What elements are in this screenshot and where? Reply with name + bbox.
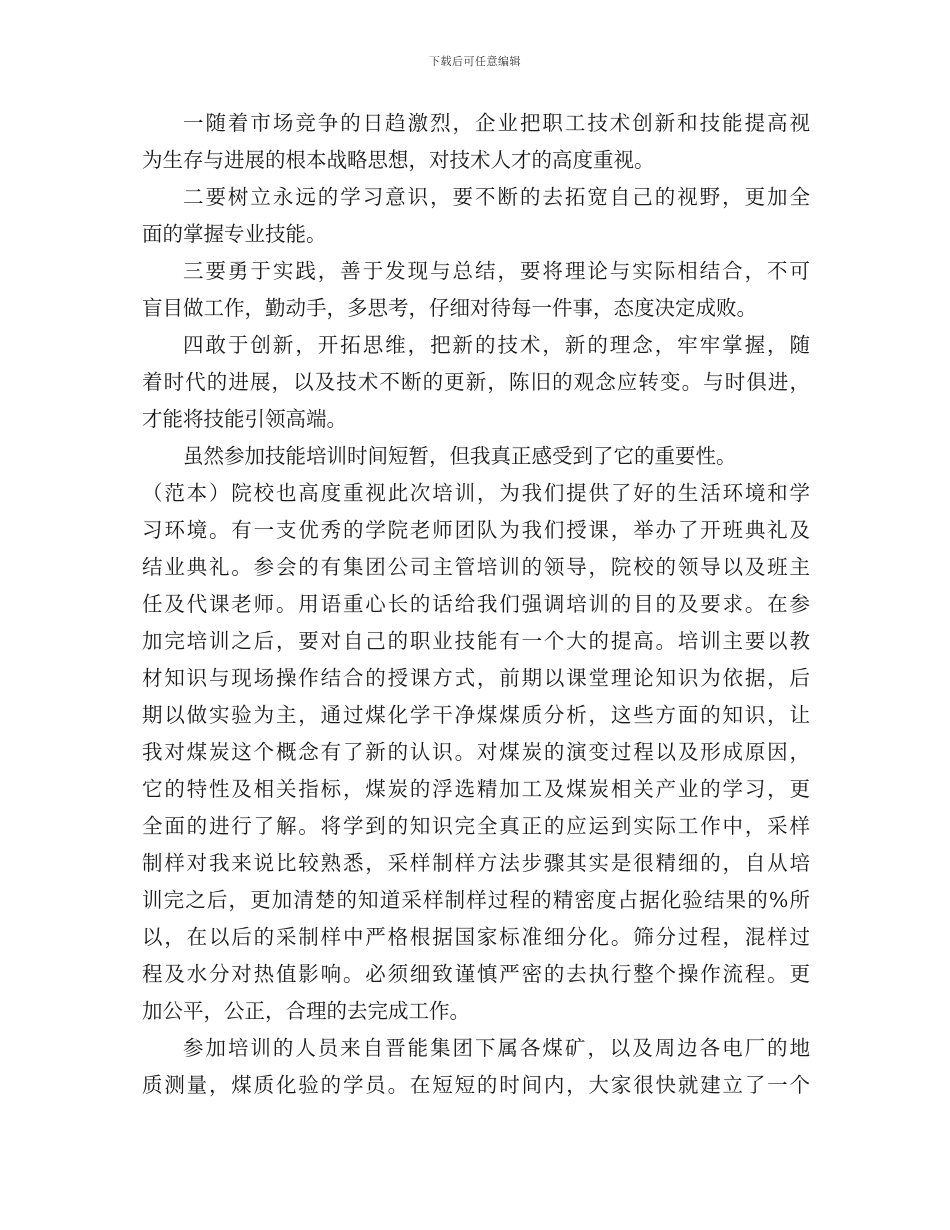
text-line: 虽然参加技能培训时间短暂，但我真正感受到了它的重要性。 [183,444,737,468]
text-line: 为生存与进展的根本战略思想，对技术人才的高度重视。 [142,148,655,172]
text-line: 加公平，公正，合理的去完成工作。 [142,999,470,1023]
text-line: 结业典礼。参会的有集团公司主管培训的领导，院校的领导以及班主 [142,555,810,579]
text-line: 全面的进行了解。将学到的知识完全真正的应运到实际工作中，采样 [142,814,810,838]
text-line: 参加培训的人员来自晋能集团下属各煤矿，以及周边各电厂的地 [183,1036,810,1060]
text-line: 面的掌握专业技能。 [142,222,327,246]
text-line: 任及代课老师。用语重心长的话给我们强调培训的目的及要求。在参 [142,592,810,616]
text-line: （范本）院校也高度重视此次培训，为我们提供了好的生活环境和学 [142,481,810,505]
text-line: 期以做实验为主，通过煤化学干净煤煤质分析，这些方面的知识，让 [142,703,810,727]
text-line: 一随着市场竞争的日趋激烈，企业把职工技术创新和技能提高视 [183,111,810,135]
text-line: 二要树立永远的学习意识，要不断的去拓宽自己的视野，更加全 [183,185,810,209]
text-line: 它的特性及相关指标，煤炭的浮选精加工及煤炭相关产业的学习，更 [142,777,810,801]
text-line: 训完之后，更加清楚的知道采样制样过程的精密度占据化验结果的%所 [142,888,810,912]
text-line: 着时代的进展，以及技术不断的更新，陈旧的观念应转变。与时俱进， [142,370,810,394]
page-header: 下载后可任意编辑 [429,55,521,68]
text-line: 习环境。有一支优秀的学院老师团队为我们授课，举办了开班典礼及 [142,518,810,542]
text-line: 以，在以后的采制样中严格根据国家标准细分化。筛分过程，混样过 [142,925,810,949]
text-line: 质测量，煤质化验的学员。在短短的时间内，大家很快就建立了一个 [142,1073,810,1097]
text-line: 加完培训之后，要对自己的职业技能有一个大的提高。培训主要以教 [142,629,810,653]
document-body [142,105,810,1104]
text-line: 盲目做工作，勤动手，多思考，仔细对待每一件事，态度决定成败。 [142,296,757,320]
text-line: 三要勇于实践，善于发现与总结，要将理论与实际相结合，不可 [183,259,810,283]
text-line: 我对煤炭这个概念有了新的认识。对煤炭的演变过程以及形成原因， [142,740,810,764]
text-line: 程及水分对热值影响。必须细致谨慎严密的去执行整个操作流程。更 [142,962,810,986]
text-line: 制样对我来说比较熟悉，采样制样方法步骤其实是很精细的，自从培 [142,851,810,875]
text-line: 才能将技能引领高端。 [142,407,347,431]
text-line: 四敢于创新，开拓思维，把新的技术，新的理念，牢牢掌握，随 [183,333,810,357]
text-line: 材知识与现场操作结合的授课方式，前期以课堂理论知识为依据，后 [142,666,810,690]
